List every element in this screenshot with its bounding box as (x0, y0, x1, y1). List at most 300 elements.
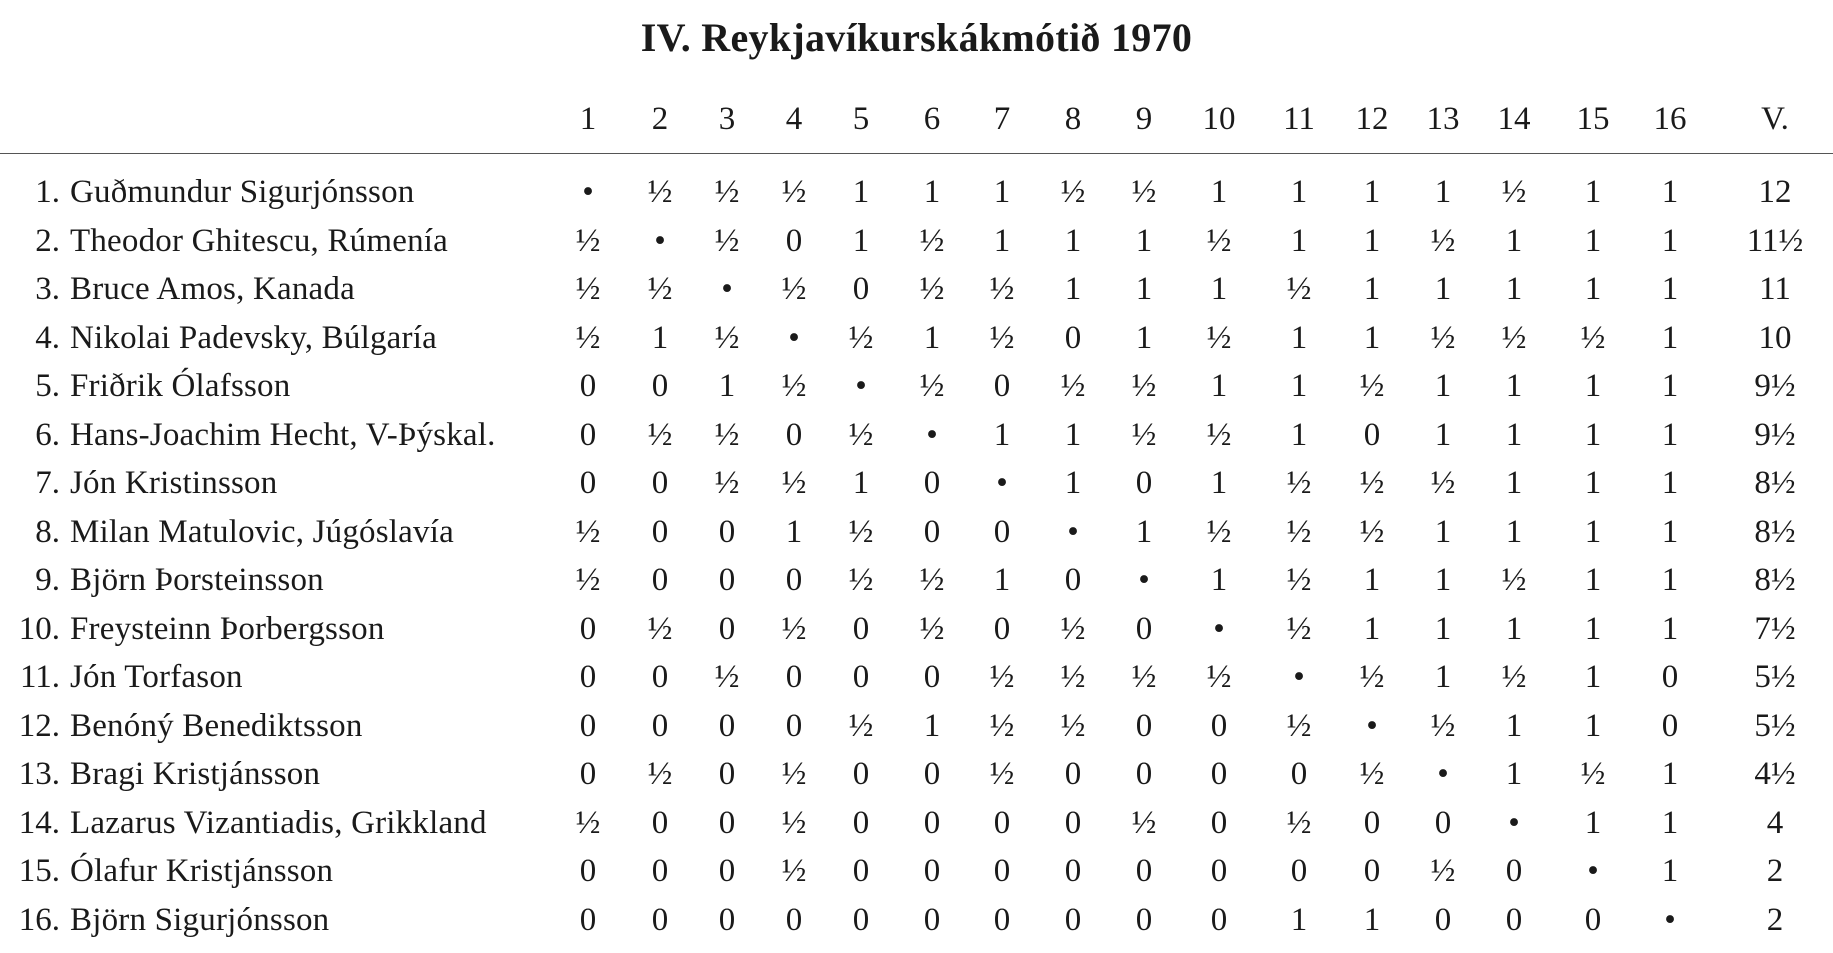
result-cell: ½ (781, 465, 807, 501)
result-cell: 1 (1584, 804, 1602, 841)
column-header-7: 7 (993, 101, 1011, 137)
result-cell: 1 (1064, 465, 1082, 501)
result-cell: 0 (1661, 707, 1679, 744)
result-cell: ½ (1580, 319, 1606, 356)
result-cell: 0 (718, 707, 736, 744)
result-cell: ½ (781, 756, 807, 792)
result-cell: 1 (1210, 465, 1228, 501)
total-score: 2 (1766, 901, 1784, 938)
result-cell: • (996, 465, 1008, 501)
result-cell: ½ (919, 368, 945, 404)
result-cell: 1 (1363, 174, 1381, 210)
result-cell: ½ (848, 707, 874, 744)
result-cell: ½ (647, 271, 673, 307)
result-cell: 1 (1210, 562, 1228, 598)
player-name: Björn Þorsteinsson (70, 562, 324, 598)
column-header-10: 10 (1202, 101, 1236, 137)
table-row (0, 799, 1833, 848)
table-row (0, 896, 1833, 945)
result-cell: ½ (575, 804, 601, 841)
result-cell: ½ (1206, 222, 1232, 259)
result-cell: 0 (852, 756, 870, 792)
result-cell: 0 (1505, 901, 1523, 938)
result-cell: 0 (1135, 853, 1153, 889)
result-cell: ½ (919, 610, 945, 647)
column-header-6: 6 (923, 101, 941, 137)
result-cell: 1 (1363, 319, 1381, 356)
result-cell: ½ (1060, 659, 1086, 695)
player-rank: 12. (18, 707, 60, 744)
table-row (0, 265, 1833, 314)
result-cell: 1 (1434, 562, 1452, 598)
crosstable-body (0, 168, 1833, 944)
result-cell: 1 (785, 513, 803, 550)
result-cell: ½ (1286, 707, 1312, 744)
player-name: Benóný Benediktsson (70, 707, 363, 744)
result-cell: 1 (1434, 271, 1452, 307)
result-cell: 1 (1584, 368, 1602, 404)
result-cell: ½ (1131, 416, 1157, 453)
result-cell: ½ (1206, 416, 1232, 453)
result-cell: ½ (1430, 853, 1456, 889)
player-name: Jón Kristinsson (70, 465, 278, 501)
total-score: 4 (1766, 804, 1784, 841)
player-rank: 13. (18, 756, 60, 792)
result-cell: ½ (1501, 562, 1527, 598)
result-cell: ½ (1359, 368, 1385, 404)
player-rank: 8. (35, 513, 60, 550)
result-cell: 1 (1290, 319, 1308, 356)
result-cell: 0 (579, 707, 597, 744)
result-cell: 0 (718, 804, 736, 841)
result-cell: 1 (852, 174, 870, 210)
result-cell: 0 (1064, 901, 1082, 938)
result-cell: 1 (1363, 222, 1381, 259)
result-cell: 1 (1584, 271, 1602, 307)
total-score: 5½ (1754, 659, 1796, 695)
result-cell: 1 (1661, 562, 1679, 598)
column-header-2: 2 (651, 101, 669, 137)
player-name: Friðrik Ólafsson (70, 368, 291, 404)
player-name: Hans-Joachim Hecht, V-Þýskal. (70, 416, 496, 453)
table-row (0, 411, 1833, 460)
result-cell: • (1138, 562, 1150, 598)
result-cell: ½ (1430, 707, 1456, 744)
result-cell: ½ (1501, 659, 1527, 695)
table-row (0, 750, 1833, 799)
result-cell: 0 (1135, 901, 1153, 938)
result-cell: ½ (1359, 465, 1385, 501)
result-cell: ½ (1286, 465, 1312, 501)
result-cell: 0 (1135, 465, 1153, 501)
result-cell: • (1213, 610, 1225, 647)
result-cell: 0 (718, 901, 736, 938)
result-cell: 1 (993, 222, 1011, 259)
result-cell: 1 (1661, 416, 1679, 453)
result-cell: • (1366, 707, 1378, 744)
result-cell: 1 (1584, 465, 1602, 501)
result-cell: 0 (1505, 853, 1523, 889)
result-cell: 0 (1210, 756, 1228, 792)
result-cell: 1 (1584, 513, 1602, 550)
result-cell: 0 (852, 271, 870, 307)
result-cell: ½ (1286, 562, 1312, 598)
result-cell: 0 (1064, 804, 1082, 841)
result-cell: 0 (718, 610, 736, 647)
player-name: Milan Matulovic, Júgóslavía (70, 513, 454, 550)
result-cell: 0 (579, 465, 597, 501)
result-cell: 0 (651, 368, 669, 404)
result-cell: ½ (1286, 513, 1312, 550)
result-cell: 1 (1584, 416, 1602, 453)
total-score: 9½ (1754, 416, 1796, 453)
result-cell: ½ (714, 659, 740, 695)
result-cell: 1 (993, 416, 1011, 453)
result-cell: • (855, 368, 867, 404)
result-cell: 0 (651, 853, 669, 889)
result-cell: 0 (993, 804, 1011, 841)
result-cell: ½ (1060, 368, 1086, 404)
result-cell: 1 (718, 368, 736, 404)
result-cell: 1 (1434, 416, 1452, 453)
result-cell: • (926, 416, 938, 453)
result-cell: ½ (848, 513, 874, 550)
table-row (0, 605, 1833, 654)
result-cell: ½ (848, 319, 874, 356)
result-cell: ½ (781, 610, 807, 647)
result-cell: 1 (1434, 368, 1452, 404)
result-cell: 1 (1434, 659, 1452, 695)
result-cell: • (1293, 659, 1305, 695)
result-cell: • (788, 319, 800, 356)
result-cell: 1 (1661, 174, 1679, 210)
result-cell: 1 (993, 562, 1011, 598)
player-name: Nikolai Padevsky, Búlgaría (70, 319, 437, 356)
result-cell: 0 (1064, 853, 1082, 889)
total-score: 11 (1759, 271, 1791, 307)
result-cell: 0 (718, 756, 736, 792)
result-cell: 1 (1210, 174, 1228, 210)
result-cell: 1 (1661, 465, 1679, 501)
result-cell: 1 (1135, 271, 1153, 307)
result-cell: ½ (1131, 659, 1157, 695)
result-cell: ½ (1430, 222, 1456, 259)
result-cell: 0 (923, 853, 941, 889)
result-cell: 0 (579, 756, 597, 792)
result-cell: • (1437, 756, 1449, 792)
table-row (0, 702, 1833, 751)
column-header-14: 14 (1497, 101, 1531, 137)
player-name: Jón Torfason (70, 659, 243, 695)
result-cell: ½ (575, 562, 601, 598)
player-rank: 14. (18, 804, 60, 841)
result-cell: 0 (993, 853, 1011, 889)
result-cell: 0 (651, 804, 669, 841)
result-cell: ½ (1501, 174, 1527, 210)
result-cell: 0 (923, 901, 941, 938)
result-cell: ½ (1359, 756, 1385, 792)
result-cell: 0 (852, 659, 870, 695)
result-cell: 0 (1210, 853, 1228, 889)
table-row (0, 362, 1833, 411)
result-cell: 1 (1661, 756, 1679, 792)
result-cell: 1 (1290, 222, 1308, 259)
result-cell: 0 (785, 222, 803, 259)
result-cell: 0 (785, 659, 803, 695)
column-header-row (0, 96, 1833, 142)
result-cell: 0 (1210, 804, 1228, 841)
result-cell: ½ (1501, 319, 1527, 356)
result-cell: 0 (993, 513, 1011, 550)
player-name: Ólafur Kristjánsson (70, 853, 334, 889)
result-cell: 0 (1290, 756, 1308, 792)
result-cell: 0 (785, 707, 803, 744)
result-cell: 1 (1661, 804, 1679, 841)
table-row (0, 653, 1833, 702)
result-cell: 0 (785, 416, 803, 453)
result-cell: 1 (1661, 368, 1679, 404)
total-score: 10 (1758, 319, 1792, 356)
result-cell: ½ (1359, 659, 1385, 695)
player-rank: 9. (35, 562, 60, 598)
result-cell: ½ (1430, 319, 1456, 356)
result-cell: 0 (1135, 756, 1153, 792)
player-rank: 5. (35, 368, 60, 404)
column-header-8: 8 (1064, 101, 1082, 137)
result-cell: 0 (718, 562, 736, 598)
result-cell: ½ (647, 610, 673, 647)
total-score: 8½ (1754, 513, 1796, 550)
result-cell: 0 (579, 368, 597, 404)
table-row (0, 168, 1833, 217)
result-cell: 1 (923, 319, 941, 356)
result-cell: ½ (1060, 707, 1086, 744)
result-cell: 0 (1210, 901, 1228, 938)
result-cell: 1 (1210, 368, 1228, 404)
result-cell: 1 (1661, 610, 1679, 647)
result-cell: ½ (714, 174, 740, 210)
result-cell: 0 (1064, 562, 1082, 598)
result-cell: 1 (1505, 222, 1523, 259)
table-row (0, 459, 1833, 508)
result-cell: 1 (1505, 368, 1523, 404)
result-cell: ½ (714, 416, 740, 453)
result-cell: 1 (993, 174, 1011, 210)
result-cell: 0 (923, 804, 941, 841)
result-cell: 1 (1363, 610, 1381, 647)
column-header-16: 16 (1653, 101, 1687, 137)
result-cell: 0 (1434, 804, 1452, 841)
result-cell: ½ (1206, 319, 1232, 356)
result-cell: ½ (575, 271, 601, 307)
result-cell: 1 (852, 222, 870, 259)
result-cell: 0 (993, 901, 1011, 938)
column-header-3: 3 (718, 101, 736, 137)
result-cell: • (582, 174, 594, 210)
result-cell: • (721, 271, 733, 307)
result-cell: ½ (1286, 610, 1312, 647)
result-cell: ½ (575, 319, 601, 356)
result-cell: 0 (579, 659, 597, 695)
result-cell: • (1508, 804, 1520, 841)
result-cell: 0 (1363, 853, 1381, 889)
total-score: 7½ (1754, 610, 1796, 647)
column-header-12: 12 (1355, 101, 1389, 137)
result-cell: ½ (989, 319, 1015, 356)
result-cell: 0 (579, 416, 597, 453)
result-cell: ½ (781, 804, 807, 841)
result-cell: ½ (1131, 804, 1157, 841)
result-cell: 0 (651, 562, 669, 598)
table-row (0, 217, 1833, 266)
total-score: 5½ (1754, 707, 1796, 744)
page-title: IV. Reykjavíkurskákmótið 1970 (640, 15, 1193, 60)
result-cell: ½ (1131, 368, 1157, 404)
result-cell: ½ (1286, 804, 1312, 841)
result-cell: 1 (1210, 271, 1228, 307)
result-cell: ½ (1206, 513, 1232, 550)
result-cell: ½ (1060, 610, 1086, 647)
result-cell: 1 (1505, 707, 1523, 744)
result-cell: 1 (1363, 901, 1381, 938)
player-rank: 4. (35, 319, 60, 356)
player-rank: 2. (35, 222, 60, 259)
result-cell: ½ (1206, 659, 1232, 695)
result-cell: ½ (714, 319, 740, 356)
result-cell: 0 (651, 901, 669, 938)
result-cell: ½ (1060, 174, 1086, 210)
result-cell: ½ (848, 562, 874, 598)
result-cell: 0 (852, 804, 870, 841)
result-cell: ½ (989, 659, 1015, 695)
result-cell: • (1587, 853, 1599, 889)
result-cell: 0 (1064, 319, 1082, 356)
result-cell: 1 (1290, 901, 1308, 938)
result-cell: ½ (647, 756, 673, 792)
total-score: 9½ (1754, 368, 1796, 404)
result-cell: 0 (993, 368, 1011, 404)
result-cell: 0 (651, 707, 669, 744)
column-header-15: 15 (1576, 101, 1610, 137)
result-cell: 0 (718, 513, 736, 550)
result-cell: ½ (848, 416, 874, 453)
result-cell: 1 (1505, 513, 1523, 550)
result-cell: 1 (1135, 319, 1153, 356)
result-cell: 1 (1584, 562, 1602, 598)
result-cell: ½ (781, 853, 807, 889)
result-cell: 0 (1434, 901, 1452, 938)
result-cell: 1 (1064, 416, 1082, 453)
player-name: Bruce Amos, Kanada (70, 271, 355, 307)
result-cell: 0 (1290, 853, 1308, 889)
result-cell: ½ (989, 271, 1015, 307)
result-cell: 1 (1290, 174, 1308, 210)
result-cell: 0 (718, 853, 736, 889)
result-cell: 1 (1135, 513, 1153, 550)
result-cell: 0 (579, 853, 597, 889)
result-cell: ½ (781, 271, 807, 307)
result-cell: 1 (1505, 465, 1523, 501)
player-rank: 3. (35, 271, 60, 307)
result-cell: 1 (1661, 853, 1679, 889)
result-cell: • (654, 222, 666, 259)
result-cell: ½ (575, 513, 601, 550)
column-header-4: 4 (785, 101, 803, 137)
result-cell: ½ (647, 416, 673, 453)
player-rank: 15. (18, 853, 60, 889)
result-cell: 1 (1434, 174, 1452, 210)
result-cell: ½ (919, 562, 945, 598)
player-rank: 16. (18, 901, 60, 938)
result-cell: 1 (852, 465, 870, 501)
result-cell: 0 (923, 465, 941, 501)
result-cell: 1 (1135, 222, 1153, 259)
column-header-1: 1 (579, 101, 597, 137)
result-cell: ½ (1286, 271, 1312, 307)
result-cell: 0 (785, 901, 803, 938)
column-header-5: 5 (852, 101, 870, 137)
result-cell: ½ (1430, 465, 1456, 501)
player-name: Freysteinn Þorbergsson (70, 610, 385, 647)
player-name: Bragi Kristjánsson (70, 756, 321, 792)
result-cell: ½ (1131, 174, 1157, 210)
table-row (0, 314, 1833, 363)
player-rank: 6. (35, 416, 60, 453)
result-cell: 1 (1584, 610, 1602, 647)
player-name: Theodor Ghitescu, Rúmenía (70, 222, 448, 259)
result-cell: 1 (1661, 271, 1679, 307)
result-cell: 0 (993, 610, 1011, 647)
player-name: Björn Sigurjónsson (70, 901, 330, 938)
total-score: 8½ (1754, 562, 1796, 598)
total-score: 11½ (1746, 222, 1804, 259)
result-cell: ½ (989, 756, 1015, 792)
total-score: 8½ (1754, 465, 1796, 501)
table-row (0, 556, 1833, 605)
column-header-13: 13 (1426, 101, 1460, 137)
result-cell: 1 (1290, 416, 1308, 453)
result-cell: 1 (1661, 513, 1679, 550)
result-cell: 0 (1210, 707, 1228, 744)
result-cell: 0 (651, 659, 669, 695)
result-cell: 0 (923, 659, 941, 695)
result-cell: 0 (579, 901, 597, 938)
result-cell: ½ (1359, 513, 1385, 550)
result-cell: • (1067, 513, 1079, 550)
result-cell: 1 (1363, 562, 1381, 598)
result-cell: 1 (1505, 756, 1523, 792)
result-cell: 1 (651, 319, 669, 356)
table-row (0, 508, 1833, 557)
result-cell: 1 (1505, 610, 1523, 647)
result-cell: 1 (1064, 222, 1082, 259)
result-cell: 0 (1363, 804, 1381, 841)
column-header-total: V. (1761, 101, 1789, 137)
result-cell: 0 (1064, 756, 1082, 792)
result-cell: ½ (781, 174, 807, 210)
player-rank: 10. (18, 610, 60, 647)
result-cell: 0 (579, 610, 597, 647)
player-rank: 11. (19, 659, 60, 695)
result-cell: 1 (1434, 513, 1452, 550)
result-cell: 1 (1434, 610, 1452, 647)
result-cell: 0 (923, 513, 941, 550)
result-cell: 1 (1584, 222, 1602, 259)
result-cell: ½ (919, 222, 945, 259)
result-cell: ½ (781, 368, 807, 404)
column-header-9: 9 (1135, 101, 1153, 137)
result-cell: ½ (575, 222, 601, 259)
